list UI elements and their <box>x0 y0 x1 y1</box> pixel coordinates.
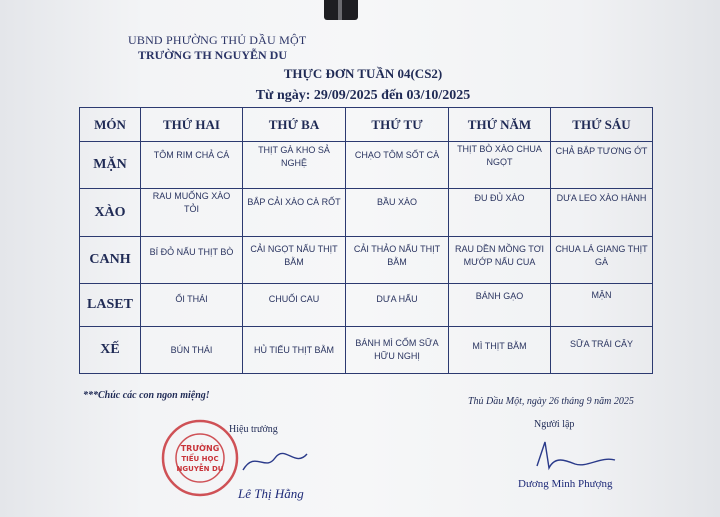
menu-cell <box>449 142 551 189</box>
menu-cell <box>141 142 243 189</box>
menu-item: MẬN <box>591 289 612 300</box>
menu-cell <box>449 284 551 327</box>
menu-cell <box>346 284 449 327</box>
menu-cell <box>243 142 346 189</box>
table-row <box>80 189 653 237</box>
authority-name: UBND PHƯỜNG THỦ DẦU MỘT <box>128 33 307 47</box>
menu-item: CẢI NGỌT NẤU THỊT BẰM <box>250 244 338 267</box>
menu-item: BÁNH MÌ CỐM SỮA HỮU NGHỊ <box>355 338 439 361</box>
menu-table <box>79 107 653 374</box>
table-row <box>80 327 653 374</box>
column-header: THỨ SÁU <box>551 108 653 142</box>
menu-item: BÁNH GẠO <box>475 290 524 301</box>
column-header: THỨ NĂM <box>449 108 551 142</box>
preparer-name: Dương Minh Phượng <box>518 478 613 490</box>
menu-item: BẦU XÀO <box>376 197 417 207</box>
menu-cell <box>243 189 346 237</box>
menu-cell <box>141 284 243 327</box>
menu-cell <box>346 237 449 284</box>
menu-item: BẮP CẢI XÀO CÀ RỐT <box>247 197 341 207</box>
menu-cell <box>141 327 243 374</box>
menu-item: DƯA HẤU <box>376 293 418 304</box>
svg-text:TIỂU HỌC: TIỂU HỌC <box>181 455 219 463</box>
menu-item: BÍ ĐỎ NẤU THỊT BÒ <box>149 246 234 257</box>
column-header: THỨ BA <box>243 108 346 142</box>
menu-cell <box>449 327 551 374</box>
menu-item: MÌ THỊT BẰM <box>472 340 527 351</box>
preparer-title: Người lập <box>534 419 575 430</box>
menu-item: THỊT BÒ XÀO CHUA NGỌT <box>457 144 542 167</box>
menu-item: ĐU ĐỦ XÀO <box>474 193 525 203</box>
menu-title: THỰC ĐƠN TUẦN 04(CS2) <box>283 66 443 81</box>
column-header: THỨ TƯ <box>346 108 449 142</box>
menu-item: THỊT GÀ KHO SẢ NGHỆ <box>258 145 330 168</box>
menu-item: CHUỐI CAU <box>268 293 320 304</box>
category-cell: XÀO <box>80 189 141 237</box>
principal-signature-name: Lê Thị Hằng <box>238 486 304 501</box>
menu-cell <box>449 189 551 237</box>
category-cell: XẾ <box>80 327 141 374</box>
menu-cell <box>551 327 653 374</box>
table-row <box>80 142 653 189</box>
menu-item: RAU MUỐNG XÀO TỎI <box>152 190 231 214</box>
menu-cell <box>346 327 449 374</box>
menu-item: CHẠO TÔM SỐT CÀ <box>354 149 440 160</box>
category-cell: LASET <box>80 284 141 327</box>
menu-cell <box>346 189 449 237</box>
menu-cell <box>551 237 653 284</box>
menu-cell <box>243 237 346 284</box>
menu-item: BÚN THÁI <box>170 344 213 355</box>
menu-cell <box>551 189 653 237</box>
menu-cell <box>141 189 243 237</box>
date-range: Từ ngày: 29/09/2025 đến 03/10/2025 <box>255 88 471 103</box>
svg-text:NGUYỄN DU: NGUYỄN DU <box>176 465 224 473</box>
menu-cell <box>243 284 346 327</box>
menu-item: TÔM RIM CHẢ CÁ <box>153 149 230 160</box>
menu-cell <box>449 237 551 284</box>
principal-title: Hiệu trưởng <box>229 424 278 435</box>
menu-item: HỦ TIẾU THỊT BẰM <box>253 344 334 355</box>
menu-item: ỔI THÁI <box>175 293 208 304</box>
school-seal <box>160 418 240 498</box>
menu-cell <box>551 284 653 327</box>
category-cell: MẶN <box>80 142 141 189</box>
menu-item: CẢI THẢO NẤU THỊT BẰM <box>353 244 441 267</box>
menu-cell <box>141 237 243 284</box>
menu-item: CHẢ BẮP TƯƠNG ỚT <box>555 145 648 156</box>
menu-item: RAU DỀN MỒNG TƠI MƯỚP NẤU CUA <box>454 244 545 267</box>
svg-text:TRƯỜNG: TRƯỜNG <box>180 444 220 453</box>
wish-note: ***Chúc các con ngon miệng! <box>83 390 210 401</box>
menu-item: DƯA LEO XÀO HÀNH <box>556 193 647 203</box>
principal-signature-mark <box>235 440 315 480</box>
menu-cell <box>243 327 346 374</box>
header-row <box>80 108 653 142</box>
place-date: Thủ Dầu Một, ngày 26 tháng 9 năm 2025 <box>468 396 634 407</box>
menu-item: CHUA LÁ GIANG THỊT GÀ <box>555 244 648 267</box>
school-name: TRƯỜNG TH NGUYỄN DU <box>138 48 288 62</box>
category-cell: CANH <box>80 237 141 284</box>
menu-item: SỮA TRÁI CÂY <box>569 338 634 349</box>
menu-cell <box>346 142 449 189</box>
preparer-signature-mark <box>515 430 625 480</box>
menu-cell <box>551 142 653 189</box>
table-row <box>80 284 653 327</box>
binder-clip <box>324 0 358 20</box>
column-header: MÓN <box>80 108 141 142</box>
column-header: THỨ HAI <box>141 108 243 142</box>
table-row <box>80 237 653 284</box>
